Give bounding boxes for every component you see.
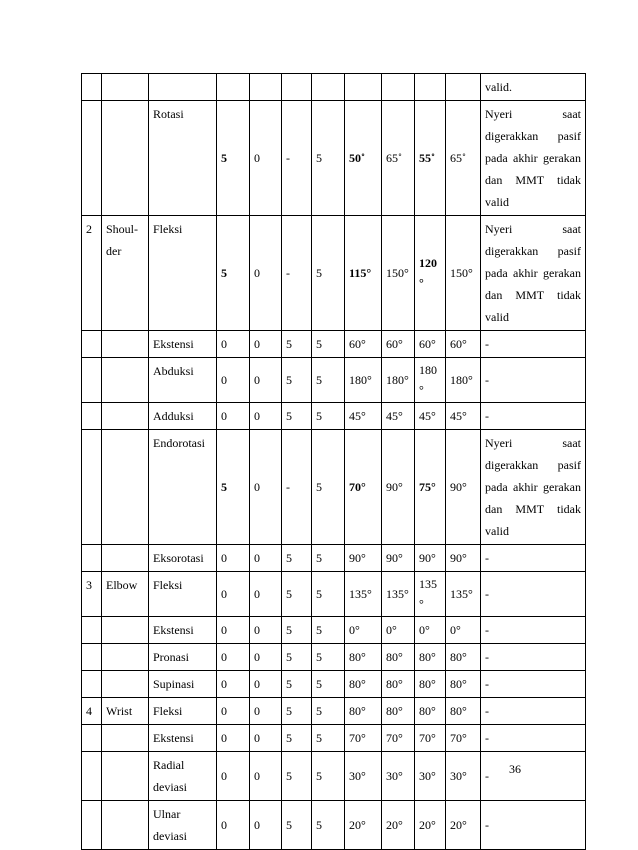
cell-value: 0 xyxy=(250,430,282,545)
cell-value: 0 xyxy=(250,331,282,358)
cell-value: 5 xyxy=(312,671,345,698)
note-line: - xyxy=(485,587,489,601)
note-line: dan MMT tidak xyxy=(485,288,581,302)
cell-value: 80° xyxy=(415,671,446,698)
cell-movement: Eksorotasi xyxy=(149,545,217,572)
cell-movement: Supinasi xyxy=(149,671,217,698)
cell-movement: Fleksi xyxy=(149,572,217,617)
cell-value: 90° xyxy=(382,545,415,572)
table-row xyxy=(82,617,586,644)
table-row xyxy=(82,671,586,698)
cell-joint: Wrist xyxy=(102,698,149,725)
cell-joint xyxy=(102,74,149,101)
cell-note xyxy=(481,644,586,671)
cell-value: 30° xyxy=(345,752,382,801)
cell-value: 45° xyxy=(382,403,415,430)
cell-no xyxy=(82,403,102,430)
table-row xyxy=(82,430,586,545)
cell-note: valid. xyxy=(481,74,586,101)
cell-joint xyxy=(102,331,149,358)
cell-value: 0 xyxy=(217,331,250,358)
cell-joint xyxy=(102,801,149,850)
cell-value: 0 xyxy=(250,358,282,403)
cell-movement: Rotasi xyxy=(149,101,217,216)
cell-value: 80° xyxy=(345,698,382,725)
cell-note xyxy=(481,671,586,698)
note-line: - xyxy=(485,704,489,718)
cell-value: 30° xyxy=(382,752,415,801)
cell-note xyxy=(481,617,586,644)
cell-value: 0 xyxy=(217,572,250,617)
table-row-continuation xyxy=(82,74,586,101)
cell-value: 5 xyxy=(282,617,312,644)
cell-value: 90° xyxy=(446,430,481,545)
cell-value: 20° xyxy=(382,801,415,850)
cell-value: 5 xyxy=(312,617,345,644)
note-line: - xyxy=(485,677,489,691)
cell-no xyxy=(82,801,102,850)
cell-no xyxy=(82,101,102,216)
cell-no xyxy=(82,671,102,698)
cell-note xyxy=(481,698,586,725)
cell-joint xyxy=(102,101,149,216)
cell-joint: Shoul-der xyxy=(102,216,149,331)
cell-value: 70° xyxy=(415,725,446,752)
cell-note xyxy=(481,430,586,545)
note-line: dan MMT tidak xyxy=(485,173,581,187)
cell-value: - xyxy=(282,216,312,331)
cell-value: 5 xyxy=(217,430,250,545)
cell-value: 30° xyxy=(415,752,446,801)
cell-value: 5 xyxy=(312,430,345,545)
note-line: digerakkan pasif xyxy=(485,458,581,472)
cell-value: 0 xyxy=(250,698,282,725)
cell-value xyxy=(250,74,282,101)
note-line: - xyxy=(485,650,489,664)
cell-value: 135° xyxy=(415,572,446,617)
cell-no xyxy=(82,430,102,545)
cell-value: 60° xyxy=(415,331,446,358)
cell-note xyxy=(481,752,586,801)
cell-value: 70° xyxy=(446,725,481,752)
cell-value: 90° xyxy=(446,545,481,572)
cell-value: 120° xyxy=(415,216,446,331)
note-line: valid xyxy=(485,310,509,324)
cell-joint: Elbow xyxy=(102,572,149,617)
cell-value: 5 xyxy=(282,725,312,752)
cell-value: 180° xyxy=(446,358,481,403)
page-number: 36 xyxy=(509,762,521,776)
cell-value: 150° xyxy=(446,216,481,331)
cell-value: 90° xyxy=(382,430,415,545)
cell-note xyxy=(481,801,586,850)
note-line: - xyxy=(485,551,489,565)
cell-value: 5 xyxy=(312,698,345,725)
cell-value xyxy=(282,74,312,101)
note-line: dan MMT tidak xyxy=(485,502,581,516)
cell-no xyxy=(82,617,102,644)
cell-value: 20° xyxy=(446,801,481,850)
cell-value: 5 xyxy=(312,358,345,403)
cell-value: 5 xyxy=(282,801,312,850)
cell-value: 80° xyxy=(382,698,415,725)
cell-value: 0 xyxy=(217,801,250,850)
cell-value xyxy=(415,74,446,101)
cell-value: 0 xyxy=(250,801,282,850)
cell-value: 5 xyxy=(312,725,345,752)
note-line: - xyxy=(485,409,489,423)
cell-value: 5 xyxy=(312,644,345,671)
table-row xyxy=(82,331,586,358)
cell-value: 0 xyxy=(217,617,250,644)
note-line: - xyxy=(485,373,489,387)
note-line: valid xyxy=(485,524,509,538)
cell-value: 80° xyxy=(415,644,446,671)
cell-value: 80° xyxy=(382,671,415,698)
cell-movement xyxy=(149,74,217,101)
cell-value: - xyxy=(282,430,312,545)
cell-value: 80° xyxy=(446,644,481,671)
cell-value: 5 xyxy=(282,644,312,671)
cell-value: 5 xyxy=(217,101,250,216)
cell-value: 0 xyxy=(250,572,282,617)
cell-note xyxy=(481,545,586,572)
cell-value: 0° xyxy=(415,617,446,644)
cell-value: 0 xyxy=(250,216,282,331)
cell-value: 0 xyxy=(217,545,250,572)
cell-movement: Radial deviasi xyxy=(149,752,217,801)
cell-movement: Ekstensi xyxy=(149,331,217,358)
cell-value: 5 xyxy=(312,216,345,331)
cell-joint xyxy=(102,617,149,644)
cell-note xyxy=(481,331,586,358)
cell-movement: Adduksi xyxy=(149,403,217,430)
note-line: Nyeri saat xyxy=(485,436,581,450)
cell-value: 50˚ xyxy=(345,101,382,216)
cell-joint xyxy=(102,752,149,801)
table-row xyxy=(82,572,586,617)
cell-joint xyxy=(102,644,149,671)
cell-note xyxy=(481,101,586,216)
note-line: - xyxy=(485,769,489,783)
cell-value: 5 xyxy=(312,403,345,430)
cell-value: 0° xyxy=(345,617,382,644)
cell-value: 0° xyxy=(446,617,481,644)
cell-value: 0 xyxy=(250,101,282,216)
cell-value: 135° xyxy=(345,572,382,617)
cell-joint xyxy=(102,430,149,545)
cell-value xyxy=(217,74,250,101)
cell-value: 5 xyxy=(282,671,312,698)
cell-value: 90° xyxy=(345,545,382,572)
cell-value: 180° xyxy=(345,358,382,403)
table-row xyxy=(82,725,586,752)
cell-value: 5 xyxy=(282,358,312,403)
cell-value: 0 xyxy=(250,752,282,801)
cell-value: 0 xyxy=(217,671,250,698)
cell-value: 80° xyxy=(446,698,481,725)
cell-note xyxy=(481,403,586,430)
note-line: valid xyxy=(485,195,509,209)
cell-value: 0° xyxy=(382,617,415,644)
cell-no xyxy=(82,545,102,572)
cell-note xyxy=(481,572,586,617)
note-line: Nyeri saat xyxy=(485,222,581,236)
cell-value: 0 xyxy=(217,752,250,801)
cell-value: 65˚ xyxy=(382,101,415,216)
cell-value: 5 xyxy=(312,331,345,358)
cell-value: 0 xyxy=(217,403,250,430)
note-line: - xyxy=(485,731,489,745)
cell-value: 5 xyxy=(282,403,312,430)
cell-value: 70° xyxy=(345,430,382,545)
cell-value: 5 xyxy=(282,698,312,725)
cell-value: 0 xyxy=(250,545,282,572)
table-row xyxy=(82,698,586,725)
cell-value: 0 xyxy=(217,698,250,725)
cell-value xyxy=(312,74,345,101)
note-line: - xyxy=(485,818,489,832)
cell-value: 0 xyxy=(250,725,282,752)
cell-movement: Endorotasi xyxy=(149,430,217,545)
cell-value: 5 xyxy=(312,801,345,850)
cell-value: 5 xyxy=(217,216,250,331)
cell-value: 75° xyxy=(415,430,446,545)
cell-value: 0 xyxy=(217,644,250,671)
cell-value: 5 xyxy=(282,572,312,617)
cell-no xyxy=(82,331,102,358)
note-line: - xyxy=(485,337,489,351)
cell-value: 115° xyxy=(345,216,382,331)
cell-value xyxy=(345,74,382,101)
cell-value: 5 xyxy=(312,545,345,572)
cell-note xyxy=(481,358,586,403)
cell-no xyxy=(82,358,102,403)
note-line: Nyeri saat xyxy=(485,107,581,121)
note-line: pada akhir gerakan xyxy=(485,266,581,280)
table-row xyxy=(82,545,586,572)
cell-value: 180° xyxy=(382,358,415,403)
cell-movement: Ekstensi xyxy=(149,617,217,644)
cell-value: 70° xyxy=(382,725,415,752)
cell-value: 80° xyxy=(345,644,382,671)
note-line: - xyxy=(485,623,489,637)
table-row xyxy=(82,358,586,403)
cell-movement: Ekstensi xyxy=(149,725,217,752)
cell-movement: Ulnar deviasi xyxy=(149,801,217,850)
cell-value: 0 xyxy=(250,671,282,698)
cell-joint xyxy=(102,725,149,752)
cell-value: 0 xyxy=(217,725,250,752)
cell-value: 180° xyxy=(415,358,446,403)
rom-mmt-table xyxy=(81,73,586,850)
cell-no xyxy=(82,752,102,801)
cell-value xyxy=(446,74,481,101)
cell-value: 80° xyxy=(446,671,481,698)
cell-no: 2 xyxy=(82,216,102,331)
cell-value: 5 xyxy=(312,752,345,801)
note-line: digerakkan pasif xyxy=(485,129,581,143)
cell-value: 65˚ xyxy=(446,101,481,216)
cell-joint xyxy=(102,403,149,430)
cell-value: 20° xyxy=(415,801,446,850)
cell-joint xyxy=(102,545,149,572)
cell-value: 60° xyxy=(446,331,481,358)
cell-value: 70° xyxy=(345,725,382,752)
cell-note xyxy=(481,216,586,331)
cell-no: 3 xyxy=(82,572,102,617)
cell-value: 5 xyxy=(282,752,312,801)
cell-value: 150° xyxy=(382,216,415,331)
note-line: digerakkan pasif xyxy=(485,244,581,258)
cell-note xyxy=(481,725,586,752)
cell-movement: Pronasi xyxy=(149,644,217,671)
cell-value: 0 xyxy=(217,358,250,403)
cell-value: 80° xyxy=(415,698,446,725)
cell-movement: Fleksi xyxy=(149,216,217,331)
table-row xyxy=(82,644,586,671)
cell-no xyxy=(82,644,102,671)
table-row xyxy=(82,801,586,850)
table-row xyxy=(82,403,586,430)
cell-no xyxy=(82,725,102,752)
cell-value: 5 xyxy=(282,545,312,572)
cell-value: 45° xyxy=(446,403,481,430)
cell-value: 60° xyxy=(382,331,415,358)
cell-value: 80° xyxy=(345,671,382,698)
cell-value: 80° xyxy=(382,644,415,671)
cell-no: 4 xyxy=(82,698,102,725)
cell-movement: Abduksi xyxy=(149,358,217,403)
cell-value: 5 xyxy=(282,331,312,358)
cell-value xyxy=(382,74,415,101)
table-row xyxy=(82,101,586,216)
cell-value: - xyxy=(282,101,312,216)
cell-value: 45° xyxy=(345,403,382,430)
cell-value: 135° xyxy=(446,572,481,617)
table-row xyxy=(82,216,586,331)
cell-value: 90° xyxy=(415,545,446,572)
cell-joint xyxy=(102,671,149,698)
cell-joint xyxy=(102,358,149,403)
cell-value: 135° xyxy=(382,572,415,617)
cell-no xyxy=(82,74,102,101)
cell-movement: Fleksi xyxy=(149,698,217,725)
note-line: pada akhir gerakan xyxy=(485,151,581,165)
cell-value: 20° xyxy=(345,801,382,850)
cell-value: 0 xyxy=(250,644,282,671)
cell-value: 60° xyxy=(345,331,382,358)
cell-value: 55˚ xyxy=(415,101,446,216)
table-body xyxy=(82,74,586,850)
cell-value: 45° xyxy=(415,403,446,430)
cell-value: 0 xyxy=(250,617,282,644)
cell-value: 30° xyxy=(446,752,481,801)
note-line: pada akhir gerakan xyxy=(485,480,581,494)
cell-value: 0 xyxy=(250,403,282,430)
cell-value: 5 xyxy=(312,572,345,617)
cell-value: 5 xyxy=(312,101,345,216)
